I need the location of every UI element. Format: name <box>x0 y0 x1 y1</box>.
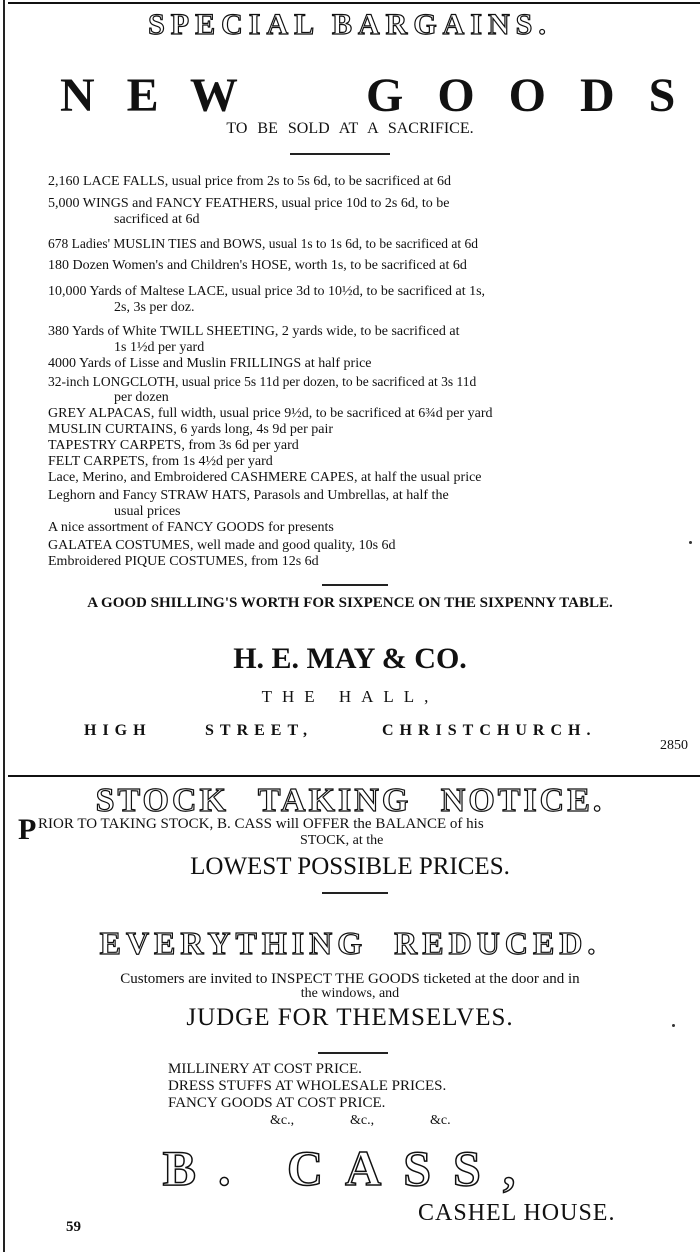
ad2-lowest-prices: LOWEST POSSIBLE PRICES. <box>190 853 510 880</box>
ad1-address-high: HIGH <box>84 722 152 739</box>
etc-item: &c., <box>350 1113 375 1128</box>
list-item-cont: usual prices <box>114 504 181 519</box>
ad2-header: STOCK TAKING NOTICE. <box>95 782 605 819</box>
list-item: GREY ALPACAS, full width, usual price 9½d, to be sacrificed at 6¾d per yard <box>48 406 493 421</box>
ad2-ref-number: 59 <box>66 1219 81 1235</box>
ad2-everything-reduced: EVERYTHING REDUCED. <box>99 925 601 961</box>
divider <box>322 584 388 586</box>
ad2-invite-line2: the windows, and <box>300 986 400 1001</box>
offer-item: FANCY GOODS AT COST PRICE. <box>168 1095 386 1111</box>
list-item: TAPESTRY CARPETS, from 3s 6d per yard <box>48 438 299 453</box>
etc-item: &c., <box>270 1113 295 1128</box>
speck <box>689 541 692 544</box>
ad1-title-new: N E W <box>60 69 238 122</box>
ad2-name: B. CASS, <box>162 1140 538 1196</box>
list-item: 4000 Yards of Lisse and Muslin FRILLINGS at half price <box>48 356 372 371</box>
page-edge <box>3 0 5 1252</box>
ad1-address-city: CHRISTCHURCH. <box>382 722 597 739</box>
ad1-header: SPECIAL BARGAINS. <box>148 8 552 41</box>
ad1-subtitle: TO BE SOLD AT A SACRIFICE. <box>226 120 474 137</box>
etc-item: &c. <box>430 1113 451 1128</box>
list-item: 2,160 LACE FALLS, usual price from 2s to 5s 6d, to be sacrificed at 6d <box>48 174 451 189</box>
list-item: Leghorn and Fancy STRAW HATS, Parasols and Umbrellas, at half the <box>48 488 449 503</box>
list-item-cont: per dozen <box>114 390 169 405</box>
ad2-judge: JUDGE FOR THEMSELVES. <box>186 1004 514 1031</box>
speck <box>672 1024 675 1027</box>
list-item-cont: 2s, 3s per doz. <box>114 300 195 315</box>
list-item: 380 Yards of White TWILL SHEETING, 2 yards wide, to be sacrificed at <box>48 324 460 339</box>
ad1-address-street: STREET, <box>205 722 313 739</box>
ad2-intro-line2: STOCK, at the <box>300 833 384 848</box>
ad1-title-goods: G O O D S <box>366 69 676 122</box>
list-item: Lace, Merino, and Embroidered CASHMERE CAPES, at half the usual price <box>48 470 482 485</box>
list-item-cont: sacrificed at 6d <box>114 212 200 227</box>
list-item: 32-inch LONGCLOTH, usual price 5s 11d per dozen, to be sacrificed at 3s 11d <box>48 374 477 389</box>
ad1-firm-name: H. E. MAY & CO. <box>233 642 467 675</box>
list-item: FELT CARPETS, from 1s 4½d per yard <box>48 454 273 469</box>
ad1-ref-number: 2850 <box>660 738 688 753</box>
drop-cap: P <box>18 813 37 846</box>
ad2-intro-line1: RIOR TO TAKING STOCK, B. CASS will OFFER the BALANCE of his <box>38 816 484 832</box>
list-item: 180 Dozen Women's and Children's HOSE, worth 1s, to be sacrificed at 6d <box>48 258 467 273</box>
offer-item: MILLINERY AT COST PRICE. <box>168 1061 362 1077</box>
list-item-cont: 1s 1½d per yard <box>114 340 205 355</box>
list-item: MUSLIN CURTAINS, 6 yards long, 4s 9d per pair <box>48 422 334 437</box>
list-item: 678 Ladies' MUSLIN TIES and BOWS, usual 1s to 1s 6d, to be sacrificed at 6d <box>48 236 478 251</box>
list-item: A nice assortment of FANCY GOODS for presents <box>48 520 334 535</box>
divider <box>290 153 390 155</box>
ad1-tagline: A GOOD SHILLING'S WORTH FOR SIXPENCE ON THE SIXPENNY TABLE. <box>87 595 613 611</box>
ad1-venue: THE HALL, <box>261 687 439 706</box>
offer-item: DRESS STUFFS AT WHOLESALE PRICES. <box>168 1078 447 1094</box>
divider <box>322 892 388 894</box>
list-item: Embroidered PIQUE COSTUMES, from 12s 6d <box>48 554 319 569</box>
list-item: 10,000 Yards of Maltese LACE, usual price 3d to 10½d, to be sacrificed at 1s, <box>48 284 486 299</box>
ad2-invite-line1: Customers are invited to INSPECT THE GOODS ticketed at the door and in <box>120 971 580 987</box>
list-item: 5,000 WINGS and FANCY FEATHERS, usual price 10d to 2s 6d, to be <box>48 196 450 211</box>
separator-rule <box>8 775 700 777</box>
list-item: GALATEA COSTUMES, well made and good quality, 10s 6d <box>48 538 396 553</box>
ad2-house: CASHEL HOUSE. <box>418 1200 616 1226</box>
divider <box>318 1052 388 1054</box>
top-rule <box>8 2 700 4</box>
